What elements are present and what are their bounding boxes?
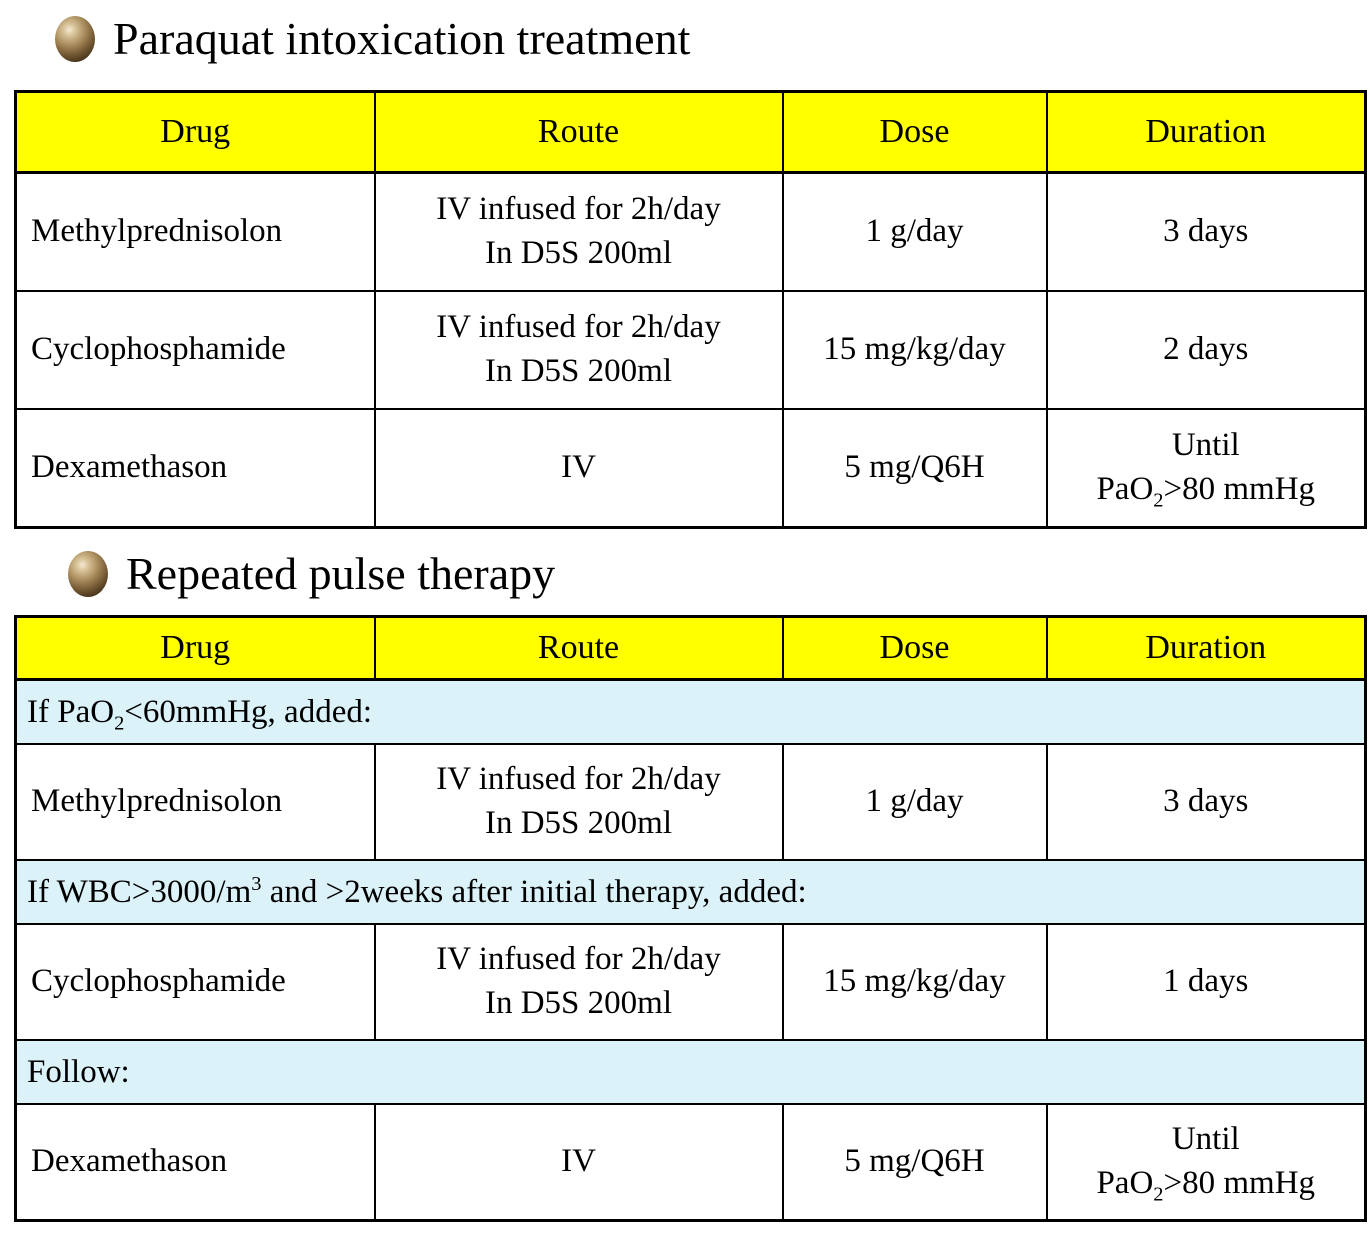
section-heading-repeated-pulse — [68, 545, 1370, 603]
duration-cell: 2 days — [1047, 291, 1366, 409]
table-row-cyclophosphamide — [16, 924, 1366, 1040]
duration-line-2: PaO$_2$>80 mmHg — [1096, 471, 1316, 512]
table-row-dexamethason — [16, 1104, 1366, 1221]
table-row-methylprednisolon — [16, 744, 1366, 860]
route-line-2: In D5S 200ml — [484, 985, 672, 1021]
condition-row-wbc — [16, 860, 1366, 924]
dose-cell: 15 mg/kg/day — [783, 291, 1047, 409]
duration-cell: 3 days — [1047, 744, 1366, 860]
dose-cell: 5 mg/Q6H — [783, 409, 1047, 528]
header-row — [16, 92, 1366, 173]
dose-cell: 5 mg/Q6H — [783, 1104, 1047, 1221]
dose-cell: 1 g/day — [783, 744, 1047, 860]
duration-cell: 3 days — [1047, 173, 1366, 292]
duration-cell — [1047, 409, 1366, 528]
duration-line-1: Until — [1171, 1121, 1240, 1158]
route-line-2: In D5S 200ml — [484, 353, 672, 389]
table-row-methylprednisolon — [16, 173, 1366, 292]
route-line-2: In D5S 200ml — [484, 805, 672, 841]
route-cell: IV — [375, 409, 783, 528]
subscript: 2 — [1153, 1183, 1164, 1206]
drug-cell: Dexamethason — [16, 409, 375, 528]
condition-row-pao2 — [16, 680, 1366, 745]
route-cell — [375, 924, 783, 1040]
condition-cell: If $WBC>3000/m^3$ and >2weeks after initial therapy, added: — [16, 860, 1366, 924]
drug-cell: Dexamethason — [16, 1104, 375, 1221]
column-header-drug: Drug — [16, 92, 375, 173]
route-line-1: IV infused for 2h/day — [436, 941, 721, 978]
route-line-1: IV infused for 2h/day — [436, 761, 721, 798]
section-title: Repeated pulse therapy — [126, 547, 556, 599]
header-row — [16, 617, 1366, 680]
condition-cell: Follow: — [16, 1040, 1366, 1104]
drug-cell: Methylprednisolon — [16, 744, 375, 860]
repeated-pulse-therapy-table — [14, 615, 1367, 1222]
table-row-cyclophosphamide — [16, 291, 1366, 409]
column-header-duration: Duration — [1047, 92, 1366, 173]
duration-line-2: PaO$_2$>80 mmHg — [1096, 1165, 1316, 1206]
route-cell — [375, 291, 783, 409]
column-header-route: Route — [375, 92, 783, 173]
route-line-1: IV infused for 2h/day — [436, 191, 721, 228]
condition-row-follow — [16, 1040, 1366, 1104]
route-cell — [375, 744, 783, 860]
column-header-dose: Dose — [783, 92, 1047, 173]
sphere-bullet-icon — [68, 551, 108, 597]
drug-cell: Methylprednisolon — [16, 173, 375, 292]
superscript: 3 — [251, 872, 262, 895]
column-header-duration: Duration — [1047, 617, 1366, 680]
duration-cell: 1 days — [1047, 924, 1366, 1040]
drug-cell: Cyclophosphamide — [16, 291, 375, 409]
section-heading-paraquat — [55, 8, 1370, 70]
duration-line-1: Until — [1171, 427, 1240, 464]
column-header-drug: Drug — [16, 617, 375, 680]
condition-cell: If PaO$_2$<60mmHg, added: — [16, 680, 1366, 745]
section-title: Paraquat intoxication treatment — [113, 12, 691, 64]
route-line-2: In D5S 200ml — [484, 235, 672, 271]
sphere-bullet-icon — [55, 16, 95, 62]
route-line-1: IV infused for 2h/day — [436, 309, 721, 346]
subscript: 2 — [114, 712, 125, 735]
subscript: 2 — [1153, 489, 1164, 512]
dose-cell: 1 g/day — [783, 173, 1047, 292]
column-header-dose: Dose — [783, 617, 1047, 680]
drug-cell: Cyclophosphamide — [16, 924, 375, 1040]
duration-cell — [1047, 1104, 1366, 1221]
dose-cell: 15 mg/kg/day — [783, 924, 1047, 1040]
table-row-dexamethason — [16, 409, 1366, 528]
route-cell — [375, 173, 783, 292]
column-header-route: Route — [375, 617, 783, 680]
paraquat-treatment-table — [14, 90, 1367, 529]
route-cell: IV — [375, 1104, 783, 1221]
